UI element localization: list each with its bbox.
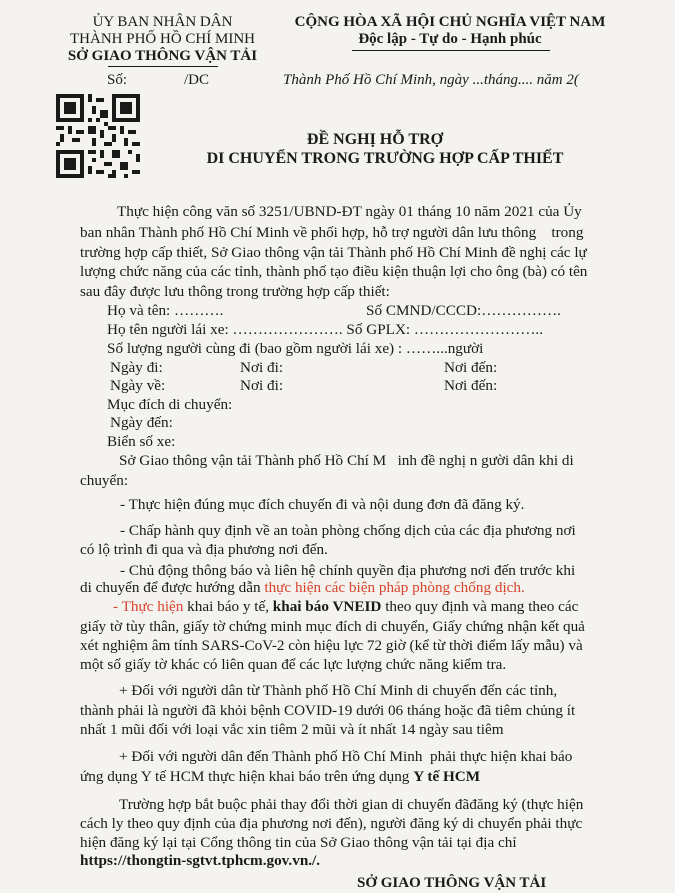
nation-line-2: Độc lập - Tự do - Hạnh phúc (358, 31, 542, 47)
item-4-line-3: xét nghiệm âm tính SARS-CoV-2 còn hiệu lực 72 giờ (kể từ thời điểm lấy mẫu) và (80, 637, 583, 654)
item-4-bold: khai báo VNEID (272, 598, 382, 615)
signature-block: SỞ GIAO THÔNG VẬN TẢI (357, 875, 547, 891)
field-full-name: Họ và tên: ………. (107, 302, 224, 319)
issuer-line-3: SỞ GIAO THÔNG VẬN TẢI (67, 48, 258, 64)
field-depart-to: Nơi đến: (444, 359, 498, 376)
field-plate: Biển số xe: (107, 433, 176, 450)
title-line-2: DI CHUYỂN TRONG TRƯỜNG HỢP CẤP THIẾT (206, 150, 564, 167)
intro-line-3: trường hợp cấp thiết, Sở Giao thông vận tải Thành phố Hồ Chí Minh đề nghị các lự (80, 244, 587, 261)
item-2-line-1: - Chấp hành quy định về an toàn phòng chống dịch của các địa phương nơi (120, 522, 576, 539)
nation-line-1: CỘNG HÒA XÃ HỘI CHỦ NGHĨA VIỆT NAM (294, 14, 606, 30)
intro-line-4: lượng chức năng của các tỉnh, thành phố tạo điều kiện thuận lợi cho ông (bà) có tên (80, 263, 588, 280)
item-6-line-2 (80, 768, 480, 786)
qr-code-icon (56, 94, 140, 178)
item-2-line-2: có lộ trình đi qua và địa phương nơi đến. (80, 541, 328, 558)
field-driver-name: Họ tên người lái xe: …………………. Số GPLX: …………………….. (107, 321, 544, 338)
field-return-to: Nơi đến: (444, 377, 498, 394)
field-return-from: Nơi đi: (240, 377, 284, 394)
issuer-underline (108, 66, 218, 67)
item-4-line-4: một số giấy tờ khác có liên quan để các lực lượng chức năng kiểm tra. (80, 656, 507, 673)
field-passenger-count: Số lượng người cùng đi (bao gồm người lái xe) : ……...người (107, 340, 484, 357)
intro-line-1: Thực hiện công văn số 3251/UBND-ĐT ngày 01 tháng 10 năm 2021 của Ủy (117, 203, 582, 220)
item-3-text: di chuyển để được hướng dẫn (80, 579, 265, 596)
field-purpose: Mục đích di chuyển: (107, 396, 233, 413)
issuer-line-2: THÀNH PHỐ HỒ CHÍ MINH (70, 31, 255, 47)
item-6-line-1: + Đối với người dân đến Thành phố Hồ Chí Minh phải thực hiện khai báo (119, 748, 573, 765)
date-line: Thành Phố Hồ Chí Minh, ngày ...tháng.... năm 2( (283, 72, 579, 88)
field-depart-from: Nơi đi: (240, 359, 284, 376)
item-4-highlight: - Thực hiện (113, 598, 184, 615)
motto-underline (352, 50, 550, 51)
item-6-bold: Y tế HCM (413, 768, 481, 785)
item-4-text-b: theo quy định và mang theo các (381, 598, 579, 615)
item-3-line-2 (80, 579, 525, 597)
portal-url[interactable]: https://thongtin-sgtvt.tphcm.gov.vn./. (80, 852, 321, 869)
item-6-text: ứng dụng Y tế HCM thực hiện khai báo trên ứng dụng (80, 768, 414, 785)
intro-line-2: ban nhân Thành phố Hồ Chí Minh về phối hợp, hỗ trợ người dân lưu thông trong (80, 224, 584, 241)
request-line-1: Sở Giao thông vận tải Thành phố Hồ Chí M inh đề nghị n gười dân khi di (119, 452, 574, 469)
item-4-line-1 (113, 598, 578, 616)
intro-line-5: sau đây được lưu thông trong trường hợp cấp thiết: (80, 283, 390, 300)
issuer-line-1: ỦY BAN NHÂN DÂN (92, 14, 233, 30)
closing-line-1: Trường hợp bắt buộc phải thay đổi thời gian di chuyển đãđăng ký (thực hiện (119, 796, 584, 813)
field-depart-date: Ngày đi: (110, 359, 163, 376)
closing-line-3: hiện đăng ký lại tại Cổng thông tin của Sở Giao thông vận tải tại địa chỉ (80, 834, 517, 851)
title-line-1: ĐỀ NGHỊ HỖ TRỢ (306, 131, 444, 148)
field-id-number: Số CMND/CCCD:……………. (366, 302, 561, 319)
field-arrival-date: Ngày đến: (110, 414, 173, 431)
doc-number-label: Số: (107, 72, 128, 88)
field-return-date: Ngày về: (110, 377, 166, 394)
item-5-line-2: thành phải là người đã khỏi bệnh COVID-19 dưới 06 tháng hoặc đã tiêm chủng ít (80, 702, 576, 719)
item-5-line-1: + Đối với người dân từ Thành phố Hồ Chí Minh di chuyển đến các tỉnh, (119, 682, 558, 699)
item-3-highlight: thực hiện các biện pháp phòng chống dịch. (264, 579, 525, 596)
closing-line-2: cách ly theo quy định của địa phương nơi đến), người đăng ký di chuyển phải thực (80, 815, 583, 832)
item-4-text-a: khai báo y tế, (183, 598, 273, 615)
item-5-line-3: nhất 1 mũi đối với loại vắc xin tiêm 2 mũi và ít nhất 14 ngày sau tiêm (80, 721, 504, 738)
request-line-2: chuyển: (80, 472, 129, 489)
doc-number-suffix: /DC (184, 72, 210, 88)
item-3-line-1: - Chủ động thông báo và liên hệ chính quyền địa phương nơi đến trước khi (120, 562, 576, 579)
item-1: - Thực hiện đúng mục đích chuyến đi và nội dung đơn đã đăng ký. (120, 496, 525, 513)
item-4-line-2: giấy tờ tùy thân, giấy tờ chứng minh mục đích di chuyển, Giấy chứng nhận kết quả (80, 618, 585, 635)
